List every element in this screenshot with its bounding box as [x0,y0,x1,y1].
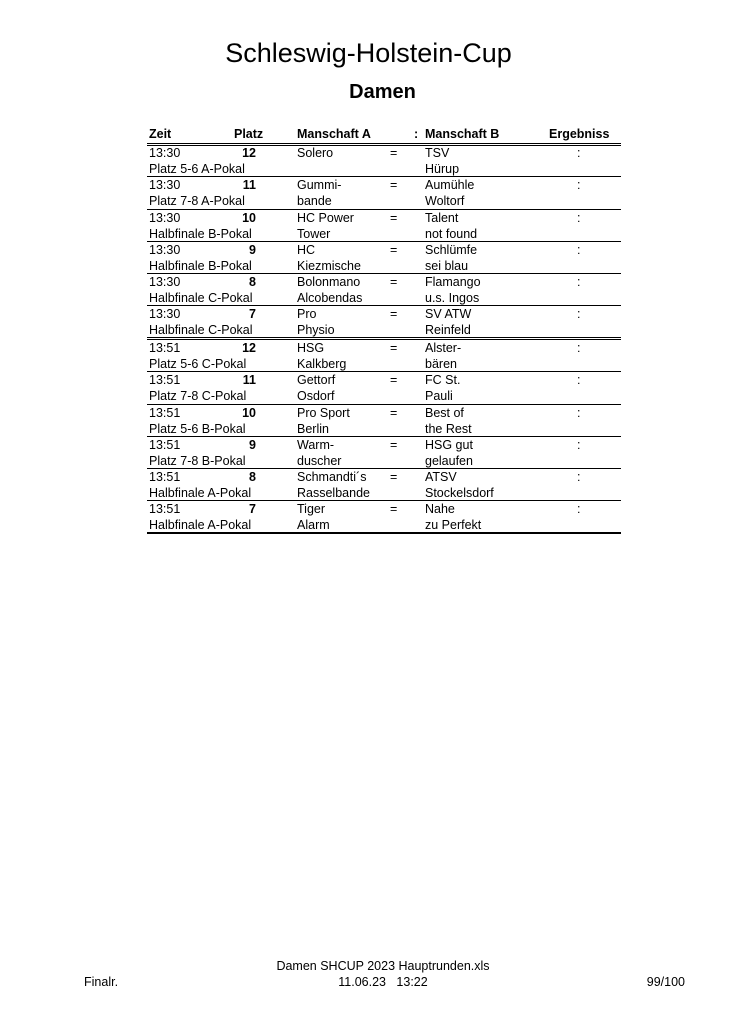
team-b-line2: Woltorf [425,194,465,209]
match-result: : [577,307,581,322]
team-b-line2: the Rest [425,421,472,436]
match-result: : [577,146,581,160]
table-row [147,242,621,274]
team-b-line2: u.s. Ingos [425,291,480,306]
team-a-line2: Kiezmische [297,258,361,273]
footer-datetime: 11.06.23 13:22 [338,975,428,989]
match-time: 13:30 [149,178,181,193]
team-b-line1: HSG gut [425,437,473,452]
table-row [147,306,621,340]
match-result: : [577,405,581,420]
match-separator: = [390,340,398,355]
page-number: 99/100 [646,975,685,989]
match-separator: = [390,178,398,193]
match-time: 13:30 [149,210,181,225]
match-separator: = [390,307,398,322]
table-row [147,437,621,469]
table-row [147,372,621,404]
match-time: 13:51 [149,373,181,388]
match-platz: 11 [242,178,256,193]
match-separator: = [390,470,398,485]
team-a-line2: Physio [297,323,335,338]
team-b-line2: Hürup [425,162,460,176]
header-zeit: Zeit [149,127,172,141]
match-platz: 10 [242,210,256,225]
match-separator: = [390,373,398,388]
team-b-line2: Pauli [425,389,453,404]
team-b-line1: Best of [425,405,464,420]
team-b-line1: Alster- [425,340,462,355]
match-result: : [577,210,581,225]
match-round: Platz 5-6 C-Pokal [149,356,247,371]
match-platz: 11 [242,373,256,388]
match-result: : [577,373,581,388]
match-separator: = [390,210,398,225]
match-separator: = [390,437,398,452]
table-row [147,405,621,437]
match-result: : [577,437,581,452]
match-round: Platz 5-6 A-Pokal [149,162,245,176]
match-separator: = [390,502,398,517]
match-platz: 12 [242,146,256,160]
match-time: 13:51 [149,502,181,517]
header-team-b: Manschaft B [425,127,500,141]
header-team-a: Manschaft A [297,127,371,141]
team-b-line2: zu Perfekt [425,518,482,533]
team-b-line1: SV ATW [425,307,472,322]
page-subtitle: Damen [349,81,416,103]
match-result: : [577,242,581,257]
team-b-line1: Talent [425,210,459,225]
match-result: : [577,502,581,517]
match-round: Platz 7-8 A-Pokal [149,194,245,209]
team-a-line1: Bolonmano [297,275,361,290]
match-platz: 12 [242,340,256,355]
match-round: Halbfinale A-Pokal [149,518,252,533]
footer-filename: Damen SHCUP 2023 Hauptrunden.xls [276,959,490,973]
team-a-line1: Gettorf [297,373,336,388]
match-separator: = [390,405,398,420]
match-round: Halbfinale B-Pokal [149,258,252,273]
match-result: : [577,470,581,485]
team-b-line1: Flamango [425,275,481,290]
team-b-line2: sei blau [425,258,469,273]
table-row [147,340,621,372]
team-b-line2: gelaufen [425,453,473,468]
team-a-line1: Schmandti´s [297,470,367,485]
match-platz: 9 [249,242,256,257]
match-time: 13:51 [149,340,181,355]
match-platz: 8 [249,275,256,290]
team-a-line2: Osdorf [297,389,335,404]
table-row [147,210,621,242]
team-b-line1: Aumühle [425,178,475,193]
team-b-line2: bären [425,356,457,371]
match-round: Platz 7-8 C-Pokal [149,389,247,404]
table-row [147,145,621,177]
match-separator: = [390,146,398,160]
match-platz: 10 [242,405,256,420]
team-a-line1: HC Power [297,210,354,225]
team-a-line2: Kalkberg [297,356,347,371]
team-a-line1: HSG [297,340,325,355]
match-separator: = [390,242,398,257]
match-platz: 7 [249,502,256,517]
team-a-line2: duscher [297,453,342,468]
match-round: Halbfinale C-Pokal [149,323,253,338]
team-a-line1: Pro [297,307,317,322]
table-row [147,469,621,501]
table-row [147,501,621,533]
team-a-line1: Solero [297,146,334,160]
match-round: Halbfinale A-Pokal [149,486,252,501]
team-b-line2: not found [425,226,478,241]
team-a-line1: Gummi- [297,178,342,193]
team-a-line2: Rasselbande [297,486,370,501]
match-platz: 8 [249,470,256,485]
match-result: : [577,178,581,193]
team-a-line1: HC [297,242,316,257]
match-round: Platz 5-6 B-Pokal [149,421,246,436]
table-header [147,126,621,146]
match-time: 13:30 [149,275,181,290]
team-a-line2: Alcobendas [297,291,363,306]
team-b-line1: Schlümfe [425,242,478,257]
team-a-line2: Tower [297,226,331,241]
header-platz: Platz [234,127,264,141]
match-round: Halbfinale B-Pokal [149,226,252,241]
match-time: 13:51 [149,437,181,452]
match-platz: 9 [249,437,256,452]
match-time: 13:30 [149,242,181,257]
team-b-line2: Stockelsdorf [425,486,494,501]
match-time: 13:51 [149,470,181,485]
page-title: Schleswig-Holstein-Cup [225,38,512,68]
match-table [147,145,621,534]
match-time: 13:30 [149,307,181,322]
header-result: Ergebniss [549,127,610,141]
match-separator: = [390,275,398,290]
team-a-line1: Tiger [297,502,326,517]
team-a-line2: bande [297,194,332,209]
match-platz: 7 [249,307,256,322]
match-round: Platz 7-8 B-Pokal [149,453,246,468]
team-a-line2: Berlin [297,421,329,436]
header-colon: : [414,127,419,141]
match-result: : [577,340,581,355]
team-b-line2: Reinfeld [425,323,471,338]
match-round: Halbfinale C-Pokal [149,291,253,306]
team-a-line1: Pro Sport [297,405,350,420]
team-a-line1: Warm- [297,437,335,452]
table-row [147,177,621,209]
table-row [147,274,621,306]
team-b-line1: FC St. [425,373,461,388]
match-result: : [577,275,581,290]
team-a-line2: Alarm [297,518,330,533]
match-time: 13:51 [149,405,181,420]
team-b-line1: TSV [425,146,450,160]
match-time: 13:30 [149,146,181,160]
team-b-line1: Nahe [425,502,455,517]
team-b-line1: ATSV [425,470,457,485]
footer-left-label: Finalr. [84,975,119,989]
